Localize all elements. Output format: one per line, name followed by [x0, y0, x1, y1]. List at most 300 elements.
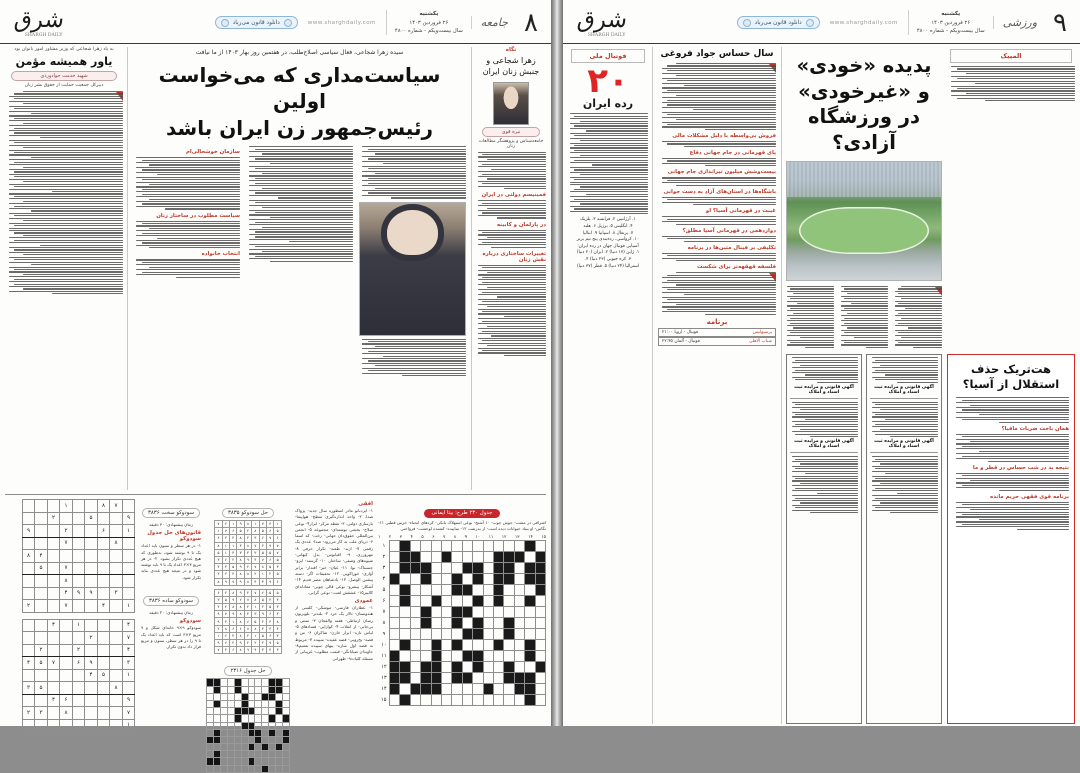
- sudoku-cell[interactable]: [110, 719, 123, 732]
- crossword-cell[interactable]: [400, 628, 410, 639]
- sudoku-cell[interactable]: [110, 525, 123, 538]
- crossword-cell[interactable]: [525, 661, 535, 672]
- crossword-cell[interactable]: [504, 573, 514, 584]
- sudoku-cell[interactable]: ۱: [122, 600, 135, 613]
- crossword-cell[interactable]: [473, 639, 483, 650]
- crossword-cell[interactable]: [514, 573, 524, 584]
- crossword-cell[interactable]: [525, 573, 535, 584]
- sudoku-cell[interactable]: [72, 562, 85, 575]
- sudoku-cell[interactable]: [60, 682, 73, 695]
- sudoku-cell[interactable]: [110, 512, 123, 525]
- crossword-cell[interactable]: [493, 617, 503, 628]
- crossword-cell[interactable]: [441, 661, 451, 672]
- crossword-cell[interactable]: [452, 639, 462, 650]
- sudoku-cell[interactable]: [122, 500, 135, 513]
- sudoku-cell[interactable]: ۷: [47, 657, 60, 670]
- sudoku-cell[interactable]: [47, 550, 60, 563]
- crossword-cell[interactable]: [483, 672, 493, 683]
- crossword-cell[interactable]: [473, 606, 483, 617]
- sudoku-cell[interactable]: [47, 719, 60, 732]
- crossword-cell[interactable]: [535, 573, 545, 584]
- crossword-cell[interactable]: [473, 584, 483, 595]
- app-download-chip-right[interactable]: [215, 16, 298, 29]
- crossword-cell[interactable]: [483, 606, 493, 617]
- sudoku-cell[interactable]: [72, 537, 85, 550]
- sudoku-cell[interactable]: [72, 550, 85, 563]
- crossword-cell[interactable]: [400, 573, 410, 584]
- crossword-cell[interactable]: [389, 595, 399, 606]
- sudoku-cell[interactable]: [72, 525, 85, 538]
- crossword-cell[interactable]: [525, 628, 535, 639]
- crossword-cell[interactable]: [452, 672, 462, 683]
- website-url-left[interactable]: www.sharghdaily.com: [829, 19, 898, 26]
- crossword-cell[interactable]: [493, 584, 503, 595]
- sudoku-cell[interactable]: ۲: [22, 707, 35, 720]
- sudoku-cell[interactable]: [35, 525, 48, 538]
- crossword-cell[interactable]: [493, 694, 503, 705]
- crossword-cell[interactable]: [493, 683, 503, 694]
- crossword-cell[interactable]: [514, 540, 524, 551]
- crossword-cell[interactable]: [514, 639, 524, 650]
- crossword-cell[interactable]: [525, 551, 535, 562]
- sudoku-cell[interactable]: ۴: [85, 669, 98, 682]
- sudoku-cell[interactable]: [60, 657, 73, 670]
- crossword-cell[interactable]: [389, 573, 399, 584]
- crossword-cell[interactable]: [462, 650, 472, 661]
- sudoku-cell[interactable]: ۴: [47, 694, 60, 707]
- sudoku-cell[interactable]: [110, 669, 123, 682]
- sudoku-cell[interactable]: ۵: [97, 669, 110, 682]
- sudoku-cell[interactable]: ۳: [122, 657, 135, 670]
- crossword-cell[interactable]: [410, 573, 420, 584]
- sudoku-cell[interactable]: [60, 512, 73, 525]
- crossword-cell[interactable]: [514, 628, 524, 639]
- sudoku-cell[interactable]: [85, 525, 98, 538]
- crossword-cell[interactable]: [493, 562, 503, 573]
- sudoku-cell[interactable]: [97, 632, 110, 645]
- sudoku-cell[interactable]: [47, 600, 60, 613]
- crossword-cell[interactable]: [400, 650, 410, 661]
- sudoku-cell[interactable]: ۹: [22, 525, 35, 538]
- crossword-cell[interactable]: [389, 661, 399, 672]
- sudoku-cell[interactable]: ۷: [60, 537, 73, 550]
- sudoku-grid-easy[interactable]: [22, 619, 136, 733]
- crossword-cell[interactable]: [483, 584, 493, 595]
- crossword-cell[interactable]: [514, 694, 524, 705]
- crossword-cell[interactable]: [441, 573, 451, 584]
- crossword-cell[interactable]: [431, 584, 441, 595]
- crossword-cell[interactable]: [421, 672, 431, 683]
- sudoku-cell[interactable]: ۳: [22, 682, 35, 695]
- crossword-cell[interactable]: [473, 540, 483, 551]
- crossword-cell[interactable]: [483, 595, 493, 606]
- crossword-cell[interactable]: [514, 595, 524, 606]
- sudoku-cell[interactable]: [22, 512, 35, 525]
- sudoku-cell[interactable]: ۷: [60, 600, 73, 613]
- crossword-cell[interactable]: [441, 650, 451, 661]
- sudoku-cell[interactable]: [110, 575, 123, 588]
- crossword-cell[interactable]: [389, 628, 399, 639]
- crossword-cell[interactable]: [410, 672, 420, 683]
- sudoku-cell[interactable]: ۴: [60, 587, 73, 600]
- crossword-cell[interactable]: [389, 650, 399, 661]
- crossword-cell[interactable]: [431, 650, 441, 661]
- sudoku-cell[interactable]: [110, 632, 123, 645]
- sudoku-cell[interactable]: [97, 537, 110, 550]
- crossword-cell[interactable]: [535, 639, 545, 650]
- crossword-cell[interactable]: [473, 694, 483, 705]
- crossword-cell[interactable]: [421, 562, 431, 573]
- crossword-cell[interactable]: [504, 562, 514, 573]
- crossword-cell[interactable]: [421, 683, 431, 694]
- crossword-cell[interactable]: [441, 562, 451, 573]
- crossword-cell[interactable]: [431, 595, 441, 606]
- crossword-cell[interactable]: [421, 551, 431, 562]
- crossword-cell[interactable]: [493, 595, 503, 606]
- crossword-cell[interactable]: [431, 606, 441, 617]
- sudoku-cell[interactable]: [97, 682, 110, 695]
- sudoku-cell[interactable]: [47, 537, 60, 550]
- sudoku-cell[interactable]: ۴: [47, 619, 60, 632]
- crossword-cell[interactable]: [431, 562, 441, 573]
- crossword-cell[interactable]: [400, 661, 410, 672]
- sudoku-cell[interactable]: [85, 644, 98, 657]
- sudoku-grid-hard[interactable]: [22, 499, 136, 613]
- sudoku-cell[interactable]: ۱: [122, 525, 135, 538]
- sudoku-cell[interactable]: ۸: [110, 537, 123, 550]
- crossword-cell[interactable]: [421, 595, 431, 606]
- crossword-cell[interactable]: [441, 639, 451, 650]
- crossword-cell[interactable]: [431, 628, 441, 639]
- crossword-cell[interactable]: [431, 573, 441, 584]
- sudoku-cell[interactable]: [110, 644, 123, 657]
- crossword-cell[interactable]: [441, 551, 451, 562]
- sudoku-cell[interactable]: ۵: [85, 512, 98, 525]
- sudoku-cell[interactable]: [22, 694, 35, 707]
- sudoku-cell[interactable]: [47, 682, 60, 695]
- crossword-cell[interactable]: [441, 584, 451, 595]
- crossword-cell[interactable]: [473, 573, 483, 584]
- sudoku-cell[interactable]: ۸: [60, 707, 73, 720]
- crossword-cell[interactable]: [473, 595, 483, 606]
- crossword-cell[interactable]: [462, 683, 472, 694]
- sudoku-cell[interactable]: [85, 682, 98, 695]
- crossword-cell[interactable]: [535, 584, 545, 595]
- sudoku-cell[interactable]: ۴: [22, 657, 35, 670]
- crossword-cell[interactable]: [410, 617, 420, 628]
- crossword-cell[interactable]: [535, 595, 545, 606]
- crossword-cell[interactable]: [473, 628, 483, 639]
- crossword-cell[interactable]: [400, 562, 410, 573]
- crossword-cell[interactable]: [483, 683, 493, 694]
- sudoku-cell[interactable]: ۹: [122, 694, 135, 707]
- crossword-cell[interactable]: [462, 672, 472, 683]
- crossword-cell[interactable]: [452, 562, 462, 573]
- sudoku-cell[interactable]: [60, 669, 73, 682]
- sudoku-cell[interactable]: [72, 669, 85, 682]
- crossword-cell[interactable]: [410, 628, 420, 639]
- sudoku-cell[interactable]: ۹: [85, 657, 98, 670]
- sudoku-cell[interactable]: [47, 669, 60, 682]
- crossword-cell[interactable]: [493, 540, 503, 551]
- crossword-cell[interactable]: [400, 683, 410, 694]
- sudoku-cell[interactable]: [85, 600, 98, 613]
- sudoku-cell[interactable]: [97, 512, 110, 525]
- crossword-cell[interactable]: [504, 628, 514, 639]
- sudoku-cell[interactable]: [110, 562, 123, 575]
- crossword-cell[interactable]: [462, 628, 472, 639]
- sudoku-cell[interactable]: ۶: [72, 657, 85, 670]
- crossword-cell[interactable]: [421, 584, 431, 595]
- sudoku-cell[interactable]: ۲: [72, 644, 85, 657]
- crossword-cell[interactable]: [493, 606, 503, 617]
- sudoku-cell[interactable]: [72, 707, 85, 720]
- sudoku-cell[interactable]: ۸: [97, 500, 110, 513]
- sudoku-cell[interactable]: ۳: [35, 707, 48, 720]
- crossword-cell[interactable]: [462, 595, 472, 606]
- sudoku-cell[interactable]: [97, 719, 110, 732]
- crossword-cell[interactable]: [410, 694, 420, 705]
- crossword-cell[interactable]: [525, 694, 535, 705]
- sudoku-cell[interactable]: [35, 575, 48, 588]
- sudoku-cell[interactable]: ۸: [22, 550, 35, 563]
- crossword-cell[interactable]: [514, 562, 524, 573]
- crossword-cell[interactable]: [483, 661, 493, 672]
- sudoku-cell[interactable]: [85, 500, 98, 513]
- sudoku-cell[interactable]: [85, 719, 98, 732]
- crossword-cell[interactable]: [389, 584, 399, 595]
- crossword-cell[interactable]: [462, 617, 472, 628]
- sudoku-cell[interactable]: ۶: [60, 694, 73, 707]
- crossword-cell[interactable]: [525, 540, 535, 551]
- crossword-cell[interactable]: [410, 595, 420, 606]
- sudoku-cell[interactable]: ۲: [47, 512, 60, 525]
- sudoku-cell[interactable]: [22, 587, 35, 600]
- crossword-cell[interactable]: [493, 551, 503, 562]
- crossword-cell[interactable]: [400, 540, 410, 551]
- crossword-cell[interactable]: [462, 540, 472, 551]
- sudoku-cell[interactable]: [110, 694, 123, 707]
- crossword-cell[interactable]: [473, 617, 483, 628]
- crossword-cell[interactable]: [410, 606, 420, 617]
- crossword-cell[interactable]: [410, 584, 420, 595]
- crossword-cell[interactable]: [483, 639, 493, 650]
- crossword-cell[interactable]: [535, 617, 545, 628]
- crossword-cell[interactable]: [431, 551, 441, 562]
- sudoku-cell[interactable]: [85, 562, 98, 575]
- sudoku-cell[interactable]: [72, 500, 85, 513]
- crossword-cell[interactable]: [410, 650, 420, 661]
- sudoku-cell[interactable]: [22, 644, 35, 657]
- sudoku-cell[interactable]: [97, 694, 110, 707]
- sudoku-cell[interactable]: [35, 694, 48, 707]
- sudoku-cell[interactable]: ۶: [97, 525, 110, 538]
- crossword-cell[interactable]: [421, 694, 431, 705]
- crossword-cell[interactable]: [421, 628, 431, 639]
- sudoku-cell[interactable]: [60, 719, 73, 732]
- crossword-cell[interactable]: [452, 661, 462, 672]
- sudoku-cell[interactable]: [72, 575, 85, 588]
- sudoku-cell[interactable]: ۲: [22, 600, 35, 613]
- crossword-cell[interactable]: [504, 672, 514, 683]
- crossword-cell[interactable]: [525, 562, 535, 573]
- sudoku-cell[interactable]: [122, 575, 135, 588]
- sudoku-cell[interactable]: [47, 525, 60, 538]
- sudoku-cell[interactable]: [97, 550, 110, 563]
- crossword-cell[interactable]: [400, 606, 410, 617]
- sudoku-cell[interactable]: [97, 644, 110, 657]
- crossword-cell[interactable]: [504, 595, 514, 606]
- crossword-cell[interactable]: [535, 551, 545, 562]
- crossword-cell[interactable]: [473, 551, 483, 562]
- crossword-cell[interactable]: [504, 694, 514, 705]
- crossword-cell[interactable]: [410, 683, 420, 694]
- crossword-cell[interactable]: [473, 683, 483, 694]
- crossword-cell[interactable]: [514, 650, 524, 661]
- crossword-cell[interactable]: [421, 661, 431, 672]
- crossword-cell[interactable]: [473, 672, 483, 683]
- sudoku-cell[interactable]: ۴: [122, 644, 135, 657]
- crossword-cell[interactable]: [535, 540, 545, 551]
- sudoku-cell[interactable]: [72, 694, 85, 707]
- crossword-cell[interactable]: [473, 661, 483, 672]
- sudoku-cell[interactable]: ۲: [60, 525, 73, 538]
- crossword-cell[interactable]: [421, 606, 431, 617]
- sudoku-cell[interactable]: [47, 632, 60, 645]
- crossword-cell[interactable]: [431, 683, 441, 694]
- sudoku-cell[interactable]: [97, 587, 110, 600]
- sudoku-cell[interactable]: [110, 619, 123, 632]
- sudoku-cell[interactable]: ۱: [122, 719, 135, 732]
- sudoku-cell[interactable]: [97, 575, 110, 588]
- crossword-cell[interactable]: [535, 661, 545, 672]
- crossword-cell[interactable]: [410, 639, 420, 650]
- sudoku-cell[interactable]: [97, 707, 110, 720]
- crossword-cell[interactable]: [400, 551, 410, 562]
- sudoku-cell[interactable]: ۱: [60, 500, 73, 513]
- crossword-cell[interactable]: [452, 617, 462, 628]
- crossword-cell[interactable]: [504, 617, 514, 628]
- crossword-cell[interactable]: [493, 650, 503, 661]
- sudoku-cell[interactable]: ۹: [72, 587, 85, 600]
- crossword-cell[interactable]: [504, 639, 514, 650]
- crossword-cell[interactable]: [514, 584, 524, 595]
- sudoku-cell[interactable]: [35, 669, 48, 682]
- sudoku-cell[interactable]: [35, 632, 48, 645]
- sudoku-cell[interactable]: ۴: [35, 550, 48, 563]
- sudoku-cell[interactable]: [122, 682, 135, 695]
- crossword-cell[interactable]: [504, 683, 514, 694]
- sudoku-cell[interactable]: ۹: [85, 587, 98, 600]
- crossword-cell[interactable]: [389, 617, 399, 628]
- sudoku-cell[interactable]: [85, 537, 98, 550]
- crossword-cell[interactable]: [389, 606, 399, 617]
- crossword-cell[interactable]: [389, 540, 399, 551]
- crossword-cell[interactable]: [410, 562, 420, 573]
- sudoku-cell[interactable]: [35, 500, 48, 513]
- sudoku-cell[interactable]: [72, 632, 85, 645]
- sudoku-cell[interactable]: [122, 550, 135, 563]
- sudoku-cell[interactable]: ۲: [35, 644, 48, 657]
- sudoku-cell[interactable]: [47, 575, 60, 588]
- crossword-cell[interactable]: [483, 694, 493, 705]
- sudoku-cell[interactable]: [60, 550, 73, 563]
- sudoku-cell[interactable]: [72, 719, 85, 732]
- crossword-cell[interactable]: [462, 606, 472, 617]
- sudoku-cell[interactable]: [22, 632, 35, 645]
- crossword-cell[interactable]: [452, 694, 462, 705]
- sudoku-cell[interactable]: [85, 694, 98, 707]
- sudoku-cell[interactable]: [85, 707, 98, 720]
- crossword-cell[interactable]: [514, 661, 524, 672]
- crossword-cell[interactable]: [400, 617, 410, 628]
- crossword-cell[interactable]: [452, 573, 462, 584]
- crossword-cell[interactable]: [462, 694, 472, 705]
- sudoku-cell[interactable]: [110, 707, 123, 720]
- crossword-cell[interactable]: [504, 606, 514, 617]
- sudoku-cell[interactable]: [60, 619, 73, 632]
- sudoku-cell[interactable]: ۷: [122, 632, 135, 645]
- crossword-cell[interactable]: [441, 628, 451, 639]
- crossword-cell[interactable]: [483, 562, 493, 573]
- crossword-cell[interactable]: [504, 584, 514, 595]
- sudoku-cell[interactable]: ۸: [60, 575, 73, 588]
- crossword-cell[interactable]: [462, 661, 472, 672]
- sudoku-cell[interactable]: [22, 500, 35, 513]
- sudoku-cell[interactable]: [110, 600, 123, 613]
- crossword-cell[interactable]: [452, 540, 462, 551]
- crossword-cell[interactable]: [441, 595, 451, 606]
- crossword-cell[interactable]: [389, 551, 399, 562]
- sudoku-cell[interactable]: [72, 512, 85, 525]
- crossword-cell[interactable]: [389, 683, 399, 694]
- crossword-cell[interactable]: [535, 650, 545, 661]
- sudoku-cell[interactable]: ۷: [122, 707, 135, 720]
- crossword-cell[interactable]: [504, 661, 514, 672]
- crossword-cell[interactable]: [504, 551, 514, 562]
- sudoku-cell[interactable]: [122, 537, 135, 550]
- sudoku-cell[interactable]: [35, 719, 48, 732]
- crossword-cell[interactable]: [473, 562, 483, 573]
- crossword-cell[interactable]: [421, 540, 431, 551]
- crossword-cell[interactable]: [452, 551, 462, 562]
- crossword-cell[interactable]: [452, 683, 462, 694]
- sudoku-cell[interactable]: [47, 707, 60, 720]
- crossword-cell[interactable]: [525, 639, 535, 650]
- crossword-cell[interactable]: [525, 617, 535, 628]
- crossword-cell[interactable]: [514, 551, 524, 562]
- sudoku-cell[interactable]: [35, 619, 48, 632]
- sudoku-cell[interactable]: [35, 537, 48, 550]
- crossword-cell[interactable]: [462, 573, 472, 584]
- sudoku-cell[interactable]: [22, 562, 35, 575]
- crossword-cell[interactable]: [483, 551, 493, 562]
- sudoku-cell[interactable]: [47, 562, 60, 575]
- sudoku-cell[interactable]: [47, 587, 60, 600]
- crossword-cell[interactable]: [473, 650, 483, 661]
- crossword-cell[interactable]: [483, 617, 493, 628]
- crossword-cell[interactable]: [504, 650, 514, 661]
- crossword-cell[interactable]: [493, 639, 503, 650]
- sudoku-cell[interactable]: [60, 644, 73, 657]
- crossword-cell[interactable]: [400, 639, 410, 650]
- crossword-cell[interactable]: [483, 540, 493, 551]
- crossword-cell[interactable]: [421, 573, 431, 584]
- sudoku-cell[interactable]: [35, 512, 48, 525]
- crossword-cell[interactable]: [535, 606, 545, 617]
- sudoku-cell[interactable]: ۵: [35, 562, 48, 575]
- sudoku-cell[interactable]: [47, 644, 60, 657]
